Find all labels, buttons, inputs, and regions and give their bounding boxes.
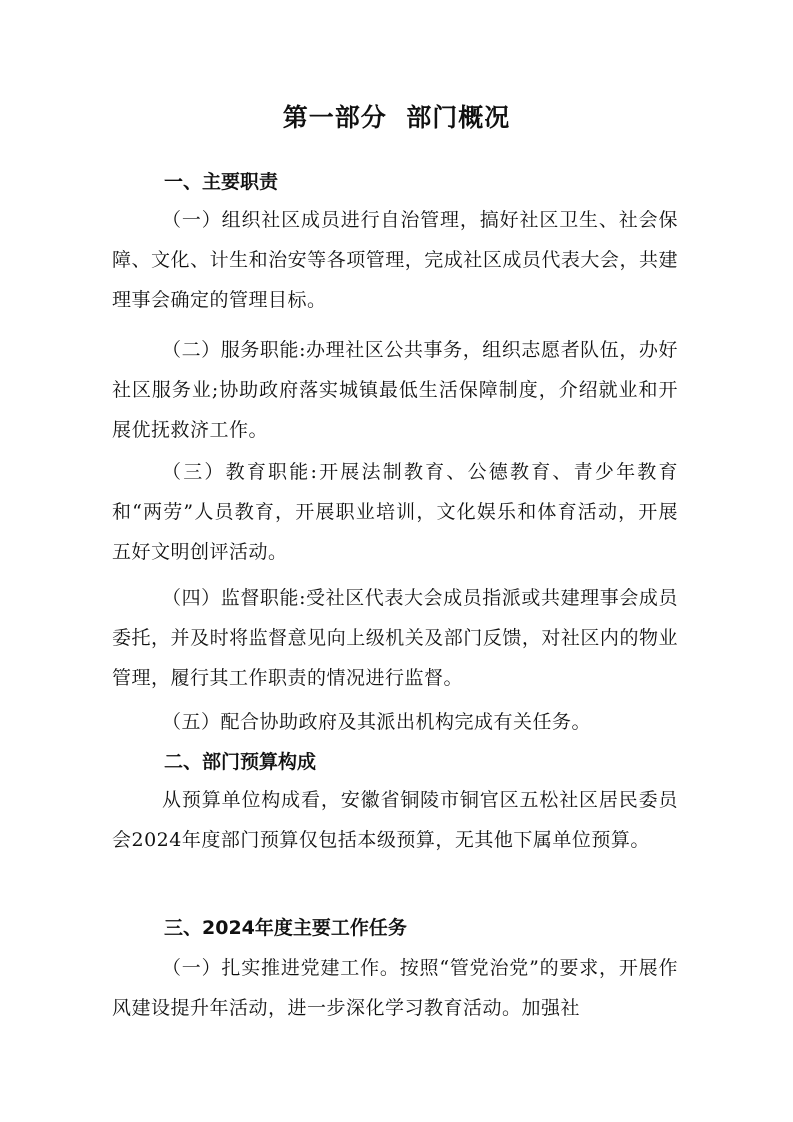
- section-heading-duties: 一、主要职责: [164, 171, 279, 193]
- paragraph-duty-4: （四）监督职能:受社区代表大会成员指派或共建理事会成员委托，并及时将监督意见向上级机关及部门反馈，对社区内的物业管理，履行其工作职责的情况进行监督。: [112, 587, 678, 689]
- paragraph-duty-5: （五）配合协助政府及其派出机构完成有关任务。: [162, 711, 592, 733]
- paragraph-duty-3: （三）教育职能:开展法制教育、公德教育、青少年教育和“两劳”人员教育，开展职业培训，文化娱乐和体育活动，开展五好文明创评活动。: [112, 461, 678, 563]
- section-heading-budget-structure: 二、部门预算构成: [164, 751, 317, 773]
- paragraph-budget-structure: 从预算单位构成看，安徽省铜陵市铜官区五松社区居民委员会2024年度部门预算仅包括本级预算，无其他下属单位预算。: [112, 789, 678, 851]
- paragraph-duty-1: （一）组织社区成员进行自治管理，搞好社区卫生、社会保障、文化、计生和治安等各项管理，完成社区成员代表大会，共建理事会确定的管理目标。: [112, 209, 678, 311]
- paragraph-duty-2: （二）服务职能:办理社区公共事务，组织志愿者队伍，办好社区服务业;协助政府落实城镇最低生活保障制度，介绍就业和开展优抚救济工作。: [112, 339, 678, 441]
- paragraph-work-task-1: （一）扎实推进党建工作。按照“管党治党”的要求，开展作风建设提升年活动，进一步深化学习教育活动。加强社: [112, 957, 678, 1019]
- section-heading-work-tasks: 三、2024年度主要工作任务: [164, 917, 407, 939]
- page-title: 第一部分 部门概况: [282, 103, 511, 132]
